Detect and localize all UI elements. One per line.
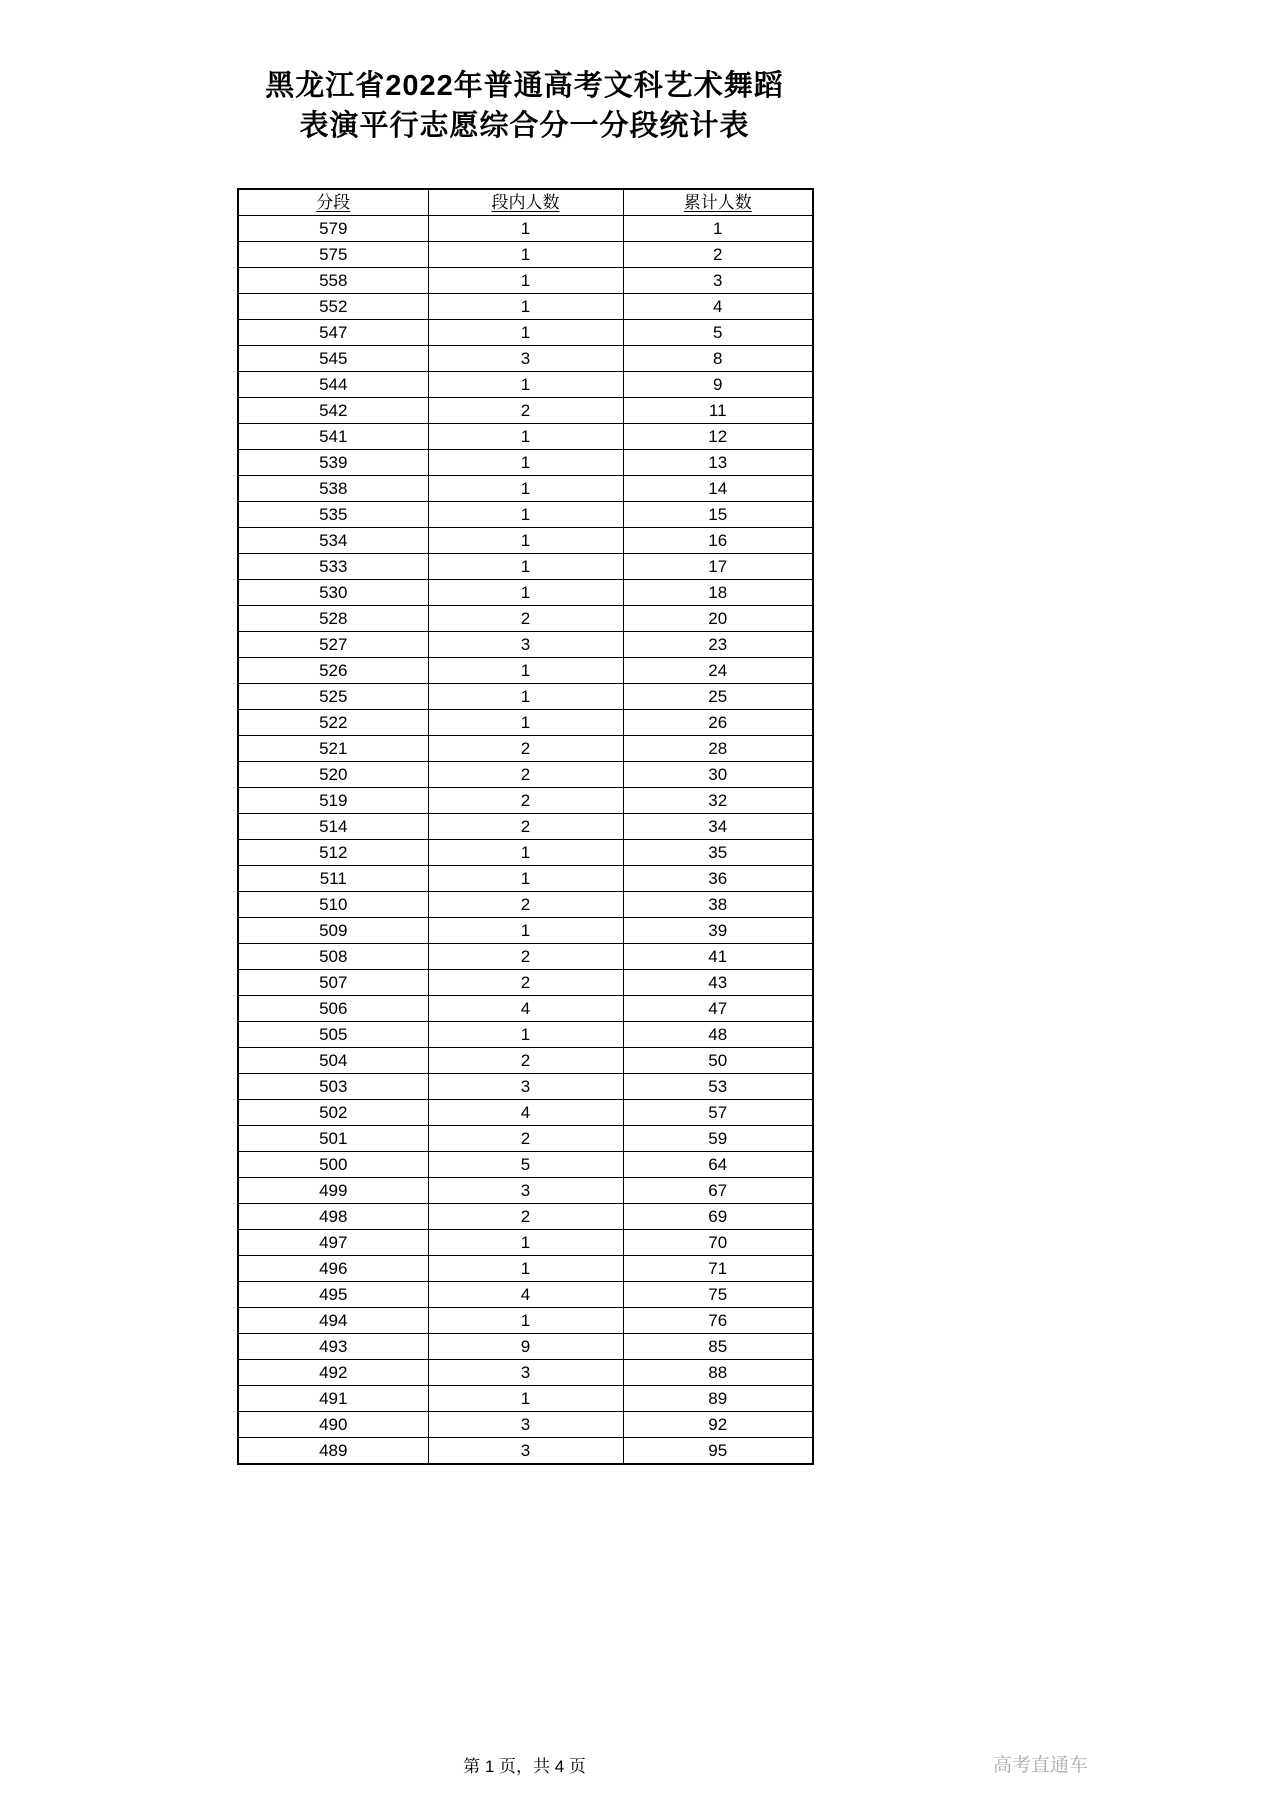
table-cell: 69 [623,1204,813,1230]
table-cell: 558 [238,268,428,294]
table-row [238,216,813,242]
table-cell: 2 [428,944,623,970]
table-cell: 3 [428,1438,623,1465]
table-cell: 2 [428,788,623,814]
column-header-count-in-segment: 段内人数 [428,189,623,216]
table-cell: 2 [428,1126,623,1152]
table-cell: 503 [238,1074,428,1100]
table-cell: 70 [623,1230,813,1256]
table-cell: 1 [428,840,623,866]
table-row [238,476,813,502]
table-cell: 39 [623,918,813,944]
table-cell: 89 [623,1386,813,1412]
table-row [238,320,813,346]
table-row [238,1308,813,1334]
table-cell: 545 [238,346,428,372]
table-cell: 75 [623,1282,813,1308]
table-cell: 20 [623,606,813,632]
table-cell: 1 [623,216,813,242]
table-row [238,580,813,606]
table-row [238,736,813,762]
table-cell: 528 [238,606,428,632]
table-cell: 1 [428,1386,623,1412]
table-cell: 5 [428,1152,623,1178]
table-cell: 510 [238,892,428,918]
table-cell: 507 [238,970,428,996]
table-cell: 32 [623,788,813,814]
table-row [238,762,813,788]
table-cell: 1 [428,554,623,580]
table-row [238,814,813,840]
table-cell: 535 [238,502,428,528]
table-body [238,216,813,1465]
table-cell: 3 [428,1360,623,1386]
table-row [238,866,813,892]
table-row [238,346,813,372]
table-cell: 71 [623,1256,813,1282]
table-row [238,944,813,970]
table-row [238,1048,813,1074]
table-row [238,1282,813,1308]
table-row [238,450,813,476]
score-segment-table [237,188,814,1465]
table-cell: 2 [428,814,623,840]
page-number-text: 第 1 页，共 4 页 [463,1757,586,1776]
table-row [238,658,813,684]
table-row [238,840,813,866]
table-cell: 3 [428,632,623,658]
column-header-cumulative-count: 累计人数 [623,189,813,216]
column-header-segment: 分段 [238,189,428,216]
table-cell: 50 [623,1048,813,1074]
table-cell: 1 [428,918,623,944]
table-row [238,1204,813,1230]
table-cell: 95 [623,1438,813,1465]
table-cell: 3 [428,1074,623,1100]
table-cell: 514 [238,814,428,840]
table-cell: 541 [238,424,428,450]
table-row [238,372,813,398]
table-cell: 4 [428,1100,623,1126]
table-cell: 35 [623,840,813,866]
table-cell: 496 [238,1256,428,1282]
table-cell: 92 [623,1412,813,1438]
table-row [238,1230,813,1256]
table-row [238,1360,813,1386]
table-cell: 552 [238,294,428,320]
table-cell: 500 [238,1152,428,1178]
table-cell: 511 [238,866,428,892]
table-row [238,918,813,944]
table-row [238,1334,813,1360]
table-cell: 2 [428,892,623,918]
table-cell: 36 [623,866,813,892]
table-cell: 521 [238,736,428,762]
table-cell: 502 [238,1100,428,1126]
table-cell: 3 [428,1412,623,1438]
table-row [238,710,813,736]
table-cell: 519 [238,788,428,814]
table-cell: 30 [623,762,813,788]
table-cell: 2 [428,606,623,632]
table-row [238,1100,813,1126]
table-cell: 512 [238,840,428,866]
table-cell: 579 [238,216,428,242]
table-cell: 491 [238,1386,428,1412]
table-cell: 526 [238,658,428,684]
table-cell: 539 [238,450,428,476]
table-cell: 48 [623,1022,813,1048]
table-cell: 499 [238,1178,428,1204]
table-cell: 509 [238,918,428,944]
table-cell: 47 [623,996,813,1022]
table-row [238,242,813,268]
table-row [238,970,813,996]
table-cell: 501 [238,1126,428,1152]
table-row [238,1074,813,1100]
table-cell: 1 [428,372,623,398]
table-cell: 2 [428,736,623,762]
table-cell: 1 [428,658,623,684]
table-cell: 1 [428,320,623,346]
table-cell: 41 [623,944,813,970]
table-cell: 506 [238,996,428,1022]
table-cell: 1 [428,684,623,710]
table-cell: 9 [623,372,813,398]
table-cell: 1 [428,1256,623,1282]
table-row [238,1152,813,1178]
table-cell: 493 [238,1334,428,1360]
table-cell: 544 [238,372,428,398]
table-cell: 53 [623,1074,813,1100]
table-row [238,1022,813,1048]
table-cell: 494 [238,1308,428,1334]
table-cell: 64 [623,1152,813,1178]
page-title [237,66,812,146]
table-row [238,268,813,294]
table-cell: 527 [238,632,428,658]
table-cell: 28 [623,736,813,762]
table-row [238,294,813,320]
table-cell: 13 [623,450,813,476]
table-cell: 497 [238,1230,428,1256]
page-content [237,0,812,1465]
table-cell: 88 [623,1360,813,1386]
table-cell: 4 [623,294,813,320]
table-cell: 16 [623,528,813,554]
table-cell: 1 [428,450,623,476]
table-row [238,1438,813,1465]
table-cell: 522 [238,710,428,736]
table-header-row [238,189,813,216]
table-cell: 547 [238,320,428,346]
table-cell: 2 [623,242,813,268]
table-cell: 2 [428,1048,623,1074]
table-cell: 17 [623,554,813,580]
table-cell: 534 [238,528,428,554]
table-cell: 508 [238,944,428,970]
table-cell: 3 [428,346,623,372]
table-cell: 57 [623,1100,813,1126]
table-row [238,788,813,814]
page-title-line2: 表演平行志愿综合分一分段统计表 [299,110,750,143]
table-row [238,632,813,658]
table-cell: 1 [428,502,623,528]
table-cell: 492 [238,1360,428,1386]
table-row [238,892,813,918]
table-cell: 26 [623,710,813,736]
table-cell: 43 [623,970,813,996]
table-row [238,996,813,1022]
table-cell: 2 [428,398,623,424]
table-row [238,684,813,710]
table-row [238,1256,813,1282]
table-cell: 8 [623,346,813,372]
table-cell: 1 [428,1022,623,1048]
table-cell: 3 [623,268,813,294]
table-cell: 67 [623,1178,813,1204]
table-cell: 2 [428,1204,623,1230]
table-cell: 4 [428,1282,623,1308]
table-cell: 525 [238,684,428,710]
table-cell: 533 [238,554,428,580]
table-cell: 5 [623,320,813,346]
table-cell: 34 [623,814,813,840]
table-cell: 490 [238,1412,428,1438]
table-cell: 495 [238,1282,428,1308]
table-cell: 1 [428,528,623,554]
table-cell: 1 [428,294,623,320]
page-title-line1: 黑龙江省2022年普通高考文科艺术舞蹈 [265,70,784,102]
table-row [238,1412,813,1438]
table-cell: 3 [428,1178,623,1204]
table-cell: 1 [428,424,623,450]
table-row [238,1386,813,1412]
table-cell: 575 [238,242,428,268]
table-cell: 9 [428,1334,623,1360]
table-cell: 520 [238,762,428,788]
table-row [238,554,813,580]
table-cell: 15 [623,502,813,528]
table-cell: 1 [428,1230,623,1256]
table-row [238,502,813,528]
table-cell: 38 [623,892,813,918]
table-cell: 1 [428,242,623,268]
table-cell: 538 [238,476,428,502]
table-cell: 11 [623,398,813,424]
table-row [238,528,813,554]
table-row [238,398,813,424]
table-cell: 1 [428,216,623,242]
table-cell: 530 [238,580,428,606]
table-cell: 25 [623,684,813,710]
table-cell: 59 [623,1126,813,1152]
table-cell: 4 [428,996,623,1022]
table-cell: 505 [238,1022,428,1048]
table-cell: 76 [623,1308,813,1334]
table-cell: 1 [428,1308,623,1334]
table-cell: 1 [428,476,623,502]
table-cell: 12 [623,424,813,450]
table-cell: 14 [623,476,813,502]
table-row [238,1126,813,1152]
table-cell: 1 [428,710,623,736]
table-cell: 504 [238,1048,428,1074]
table-cell: 2 [428,762,623,788]
table-cell: 489 [238,1438,428,1465]
table-cell: 18 [623,580,813,606]
table-row [238,424,813,450]
table-cell: 85 [623,1334,813,1360]
table-row [238,1178,813,1204]
table-row [238,606,813,632]
table-cell: 1 [428,580,623,606]
table-cell: 542 [238,398,428,424]
table-cell: 498 [238,1204,428,1230]
table-cell: 1 [428,268,623,294]
table-cell: 2 [428,970,623,996]
table-cell: 1 [428,866,623,892]
table-cell: 24 [623,658,813,684]
watermark-text: 高考直通车 [992,1755,1088,1776]
table-cell: 23 [623,632,813,658]
